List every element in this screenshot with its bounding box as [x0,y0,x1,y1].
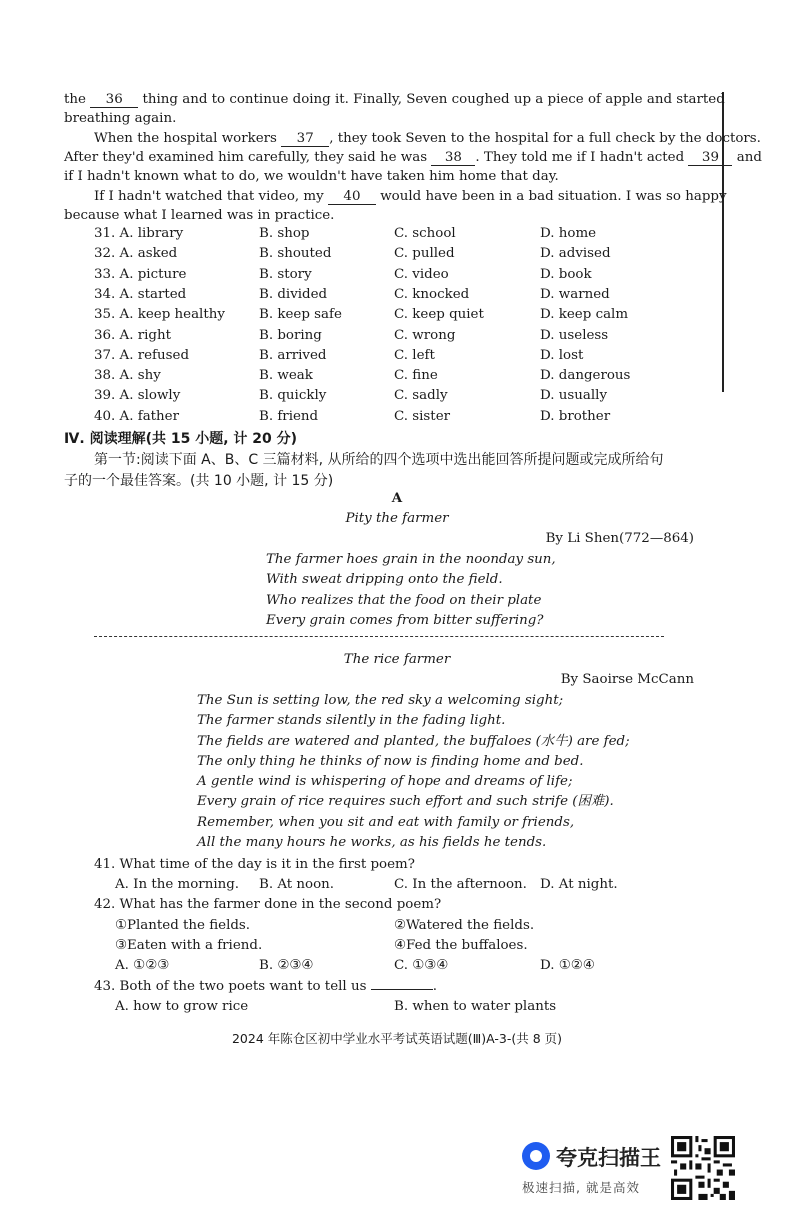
q42-option-c: C. ①③④ [394,958,449,973]
option-36-a: 36. A. right [94,327,171,343]
poem1-title: Pity the farmer [345,511,449,526]
option-32-a: 32. A. asked [94,246,178,262]
option-33-d: D. book [540,266,592,282]
section-title: Ⅳ. 阅读理解(共 15 小题, 计 20 分) [64,431,298,447]
passage-line-5: if I hadn't known what to do, we wouldn't have taken him home that day. [64,169,559,184]
option-32-b: B. shouted [259,246,332,262]
option-32-c: C. pulled [394,246,455,262]
poem2-body [197,691,630,853]
option-40-d: D. brother [540,408,611,424]
option-38-a: 38. A. shy [94,368,161,384]
passage-line-4: After they'd examined him carefully, they said he was 38 . They told me if I hadn't acted 39 and [64,150,762,165]
poem2-line: The farmer stands silently in the fading light. [197,713,506,729]
poem2-title: The rice farmer [343,652,451,667]
option-32-d: D. advised [540,246,611,262]
option-36-c: C. wrong [394,327,456,343]
option-34-a: 34. A. started [94,286,187,302]
option-35-c: C. keep quiet [394,307,484,323]
question-42: 42. What has the farmer done in the second poem? [94,897,442,912]
option-39-a: 39. A. slowly [94,388,181,404]
q41-option-c: C. In the afternoon. [394,877,527,892]
blank-43 [371,989,433,990]
quark-logo-icon [522,1142,550,1170]
q42-option-d: D. ①②④ [540,958,595,973]
q41-option-d: D. At night. [540,877,618,892]
option-31-d: D. home [540,226,597,241]
poem2-line: Every grain of rice requires such effort and such strife (困难). [197,794,614,810]
blank-39: 39 [688,150,732,166]
blank-38: 38 [431,150,475,166]
option-31-a: 31. A. library [94,226,184,241]
option-37-a: 37. A. refused [94,347,190,363]
question-41: 41. What time of the day is it in the first poem? [94,857,415,872]
option-36-b: B. boring [259,327,322,343]
option-37-b: B. arrived [259,347,327,363]
q43-option-b: B. when to water plants [394,999,557,1014]
blank-40: 40 [328,189,376,205]
blank-36: 36 [90,92,138,108]
option-39-b: B. quickly [259,388,327,404]
option-33-a: 33. A. picture [94,266,187,282]
passage-line-6: If I hadn't watched that video, my 40 would have been in a bad situation. I was so happy [94,189,727,204]
option-34-c: C. knocked [394,286,470,302]
option-37-d: D. lost [540,347,584,363]
qr-code-icon [671,1136,735,1200]
part-a-label: A [391,490,403,506]
section-instruction-2: 子的一个最佳答案。(共 10 小题, 计 15 分) [64,473,334,489]
section-instruction-1: 第一节:阅读下面 A、B、C 三篇材料, 从所给的四个选项中选出能回答所提问题或完成所给句 [94,452,664,468]
option-40-a: 40. A. father [94,408,180,424]
option-33-c: C. video [394,266,449,282]
option-40-c: C. sister [394,408,451,424]
passage-line-2: breathing again. [64,111,177,126]
option-39-d: D. usually [540,388,608,404]
brand-name: 夸克扫描王 [556,1146,661,1170]
q42-item-3: ③Eaten with a friend. [115,938,263,953]
option-31-c: C. school [394,226,456,241]
option-34-b: B. divided [259,286,328,302]
option-37-c: C. left [394,347,435,363]
option-36-d: D. useless [540,327,609,343]
q42-item-2: ②Watered the fields. [394,918,535,933]
poem1-line: With sweat dripping onto the field. [266,572,503,588]
option-39-c: C. sadly [394,388,448,404]
q42-option-b: B. ②③④ [259,958,314,973]
poem2-line: The fields are watered and planted, the buffaloes (水牛) are fed; [197,733,630,749]
q41-option-a: A. In the morning. [115,877,240,892]
q41-option-b: B. At noon. [259,877,335,892]
poem1-author: By Li Shen(772—864) [545,531,694,546]
option-38-d: D. dangerous [540,368,631,384]
poem2-line: A gentle wind is whispering of hope and dreams of life; [197,774,573,790]
option-38-b: B. weak [259,368,313,384]
page-footer: 2024 年陈仓区初中学业水平考试英语试题(Ⅲ)A-3-(共 8 页) [231,1031,563,1046]
option-33-b: B. story [259,266,312,282]
blank-37: 37 [281,131,329,147]
option-40-b: B. friend [259,408,319,424]
option-35-b: B. keep safe [259,307,342,323]
poem2-line: Remember, when you sit and eat with family or friends, [197,814,575,830]
passage-line-7: because what I learned was in practice. [64,208,335,223]
poem2-line: The Sun is setting low, the red sky a welcoming sight; [197,693,564,708]
passage-line-1: the 36 thing and to continue doing it. Finally, Seven coughed up a piece of apple and started [64,92,725,107]
option-34-d: D. warned [540,286,610,302]
poem2-line: All the many hours he works, as his fields he tends. [197,835,547,851]
option-31-b: B. shop [259,226,310,241]
q42-option-a: A. ①②③ [115,958,170,973]
brand-slogan: 极速扫描, 就是高效 [522,1180,640,1195]
poem1-body [266,550,556,631]
q42-item-1: ①Planted the fields. [115,918,251,933]
poem2-author: By Saoirse McCann [560,672,694,687]
option-35-d: D. keep calm [540,307,629,323]
q42-item-4: ④Fed the buffaloes. [394,938,528,953]
poem1-line: Who realizes that the food on their plate [266,592,542,608]
q43-option-a: A. how to grow rice [115,999,249,1014]
poem1-line: Every grain comes from bitter suffering? [266,612,544,628]
question-43: 43. Both of the two poets want to tell us . [94,979,437,994]
passage-line-3: When the hospital workers 37 , they took Seven to the hospital for a full check by the doctors. [94,131,761,146]
divider [94,636,664,637]
poem2-line: The only thing he thinks of now is finding home and bed. [197,753,584,769]
scanner-brand [522,1140,672,1200]
poem1-line: The farmer hoes grain in the noonday sun, [266,552,556,567]
option-38-c: C. fine [394,368,438,384]
option-35-a: 35. A. keep healthy [94,307,225,323]
